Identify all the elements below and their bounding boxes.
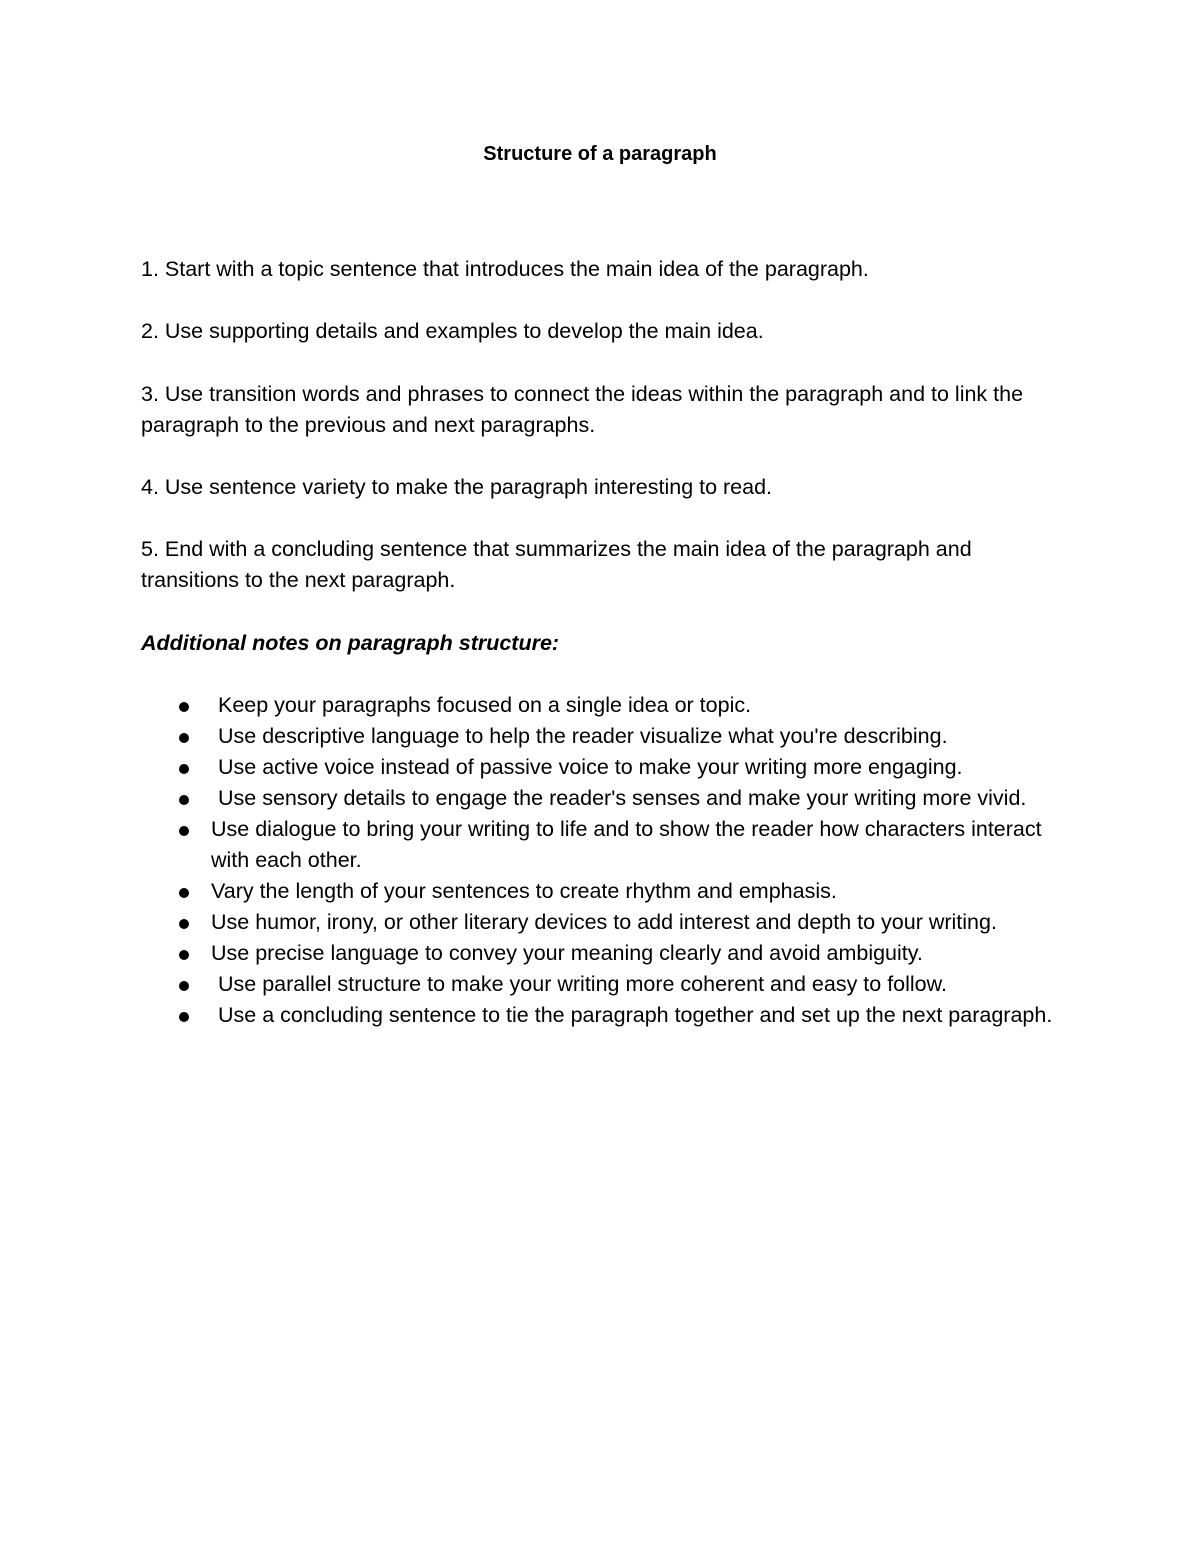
numbered-item-4: 4. Use sentence variety to make the paragraph interesting to read. xyxy=(141,475,773,499)
list-item xyxy=(175,876,1055,907)
bullet-dot-icon xyxy=(179,950,189,960)
bullet-text: Use humor, irony, or other literary devices to add interest and depth to your writing. xyxy=(211,910,997,934)
list-item xyxy=(175,907,1055,938)
bullet-text: Use active voice instead of passive voice to make your writing more engaging. xyxy=(218,755,963,779)
bullet-text: Keep your paragraphs focused on a single idea or topic. xyxy=(218,693,752,717)
list-item xyxy=(175,1000,1055,1031)
bullet-dot-icon xyxy=(179,888,189,898)
numbered-item-5: 5. End with a concluding sentence that summarizes the main idea of the paragraph and transitions to the next paragraph. xyxy=(141,537,972,592)
bullet-text: Use parallel structure to make your writing more coherent and easy to follow. xyxy=(218,972,947,996)
list-item xyxy=(175,690,1055,721)
list-item xyxy=(175,814,1055,876)
list-item xyxy=(175,752,1055,783)
numbered-item-2: 2. Use supporting details and examples to develop the main idea. xyxy=(141,319,764,343)
bullet-dot-icon xyxy=(179,1012,189,1022)
bullet-text: Vary the length of your sentences to create rhythm and emphasis. xyxy=(211,879,837,903)
list-item xyxy=(175,721,1055,752)
list-item xyxy=(175,938,1055,969)
bullet-dot-icon xyxy=(179,702,189,712)
bullet-dot-icon xyxy=(179,919,189,929)
list-item xyxy=(175,969,1055,1000)
bullet-text: Use dialogue to bring your writing to life and to show the reader how characters interact with each other. xyxy=(211,817,1042,872)
numbered-item-3: 3. Use transition words and phrases to connect the ideas within the paragraph and to link the paragraph to the previous and next paragraphs. xyxy=(141,382,1024,437)
bullet-text: Use a concluding sentence to tie the paragraph together and set up the next paragraph. xyxy=(218,1003,1053,1027)
bullet-dot-icon xyxy=(179,764,189,774)
list-item xyxy=(175,783,1055,814)
bullet-text: Use precise language to convey your meaning clearly and avoid ambiguity. xyxy=(211,941,923,965)
notes-bullet-list xyxy=(175,690,1055,1031)
bullet-dot-icon xyxy=(179,826,189,836)
document-title: Structure of a paragraph xyxy=(483,143,717,165)
bullet-dot-icon xyxy=(179,733,189,743)
bullet-dot-icon xyxy=(179,981,189,991)
numbered-item-1: 1. Start with a topic sentence that introduces the main idea of the paragraph. xyxy=(141,257,869,281)
bullet-text: Use descriptive language to help the reader visualize what you're describing. xyxy=(218,724,948,748)
notes-heading: Additional notes on paragraph structure: xyxy=(141,631,560,655)
bullet-dot-icon xyxy=(179,795,189,805)
bullet-text: Use sensory details to engage the reader's senses and make your writing more vivid. xyxy=(218,786,1027,810)
